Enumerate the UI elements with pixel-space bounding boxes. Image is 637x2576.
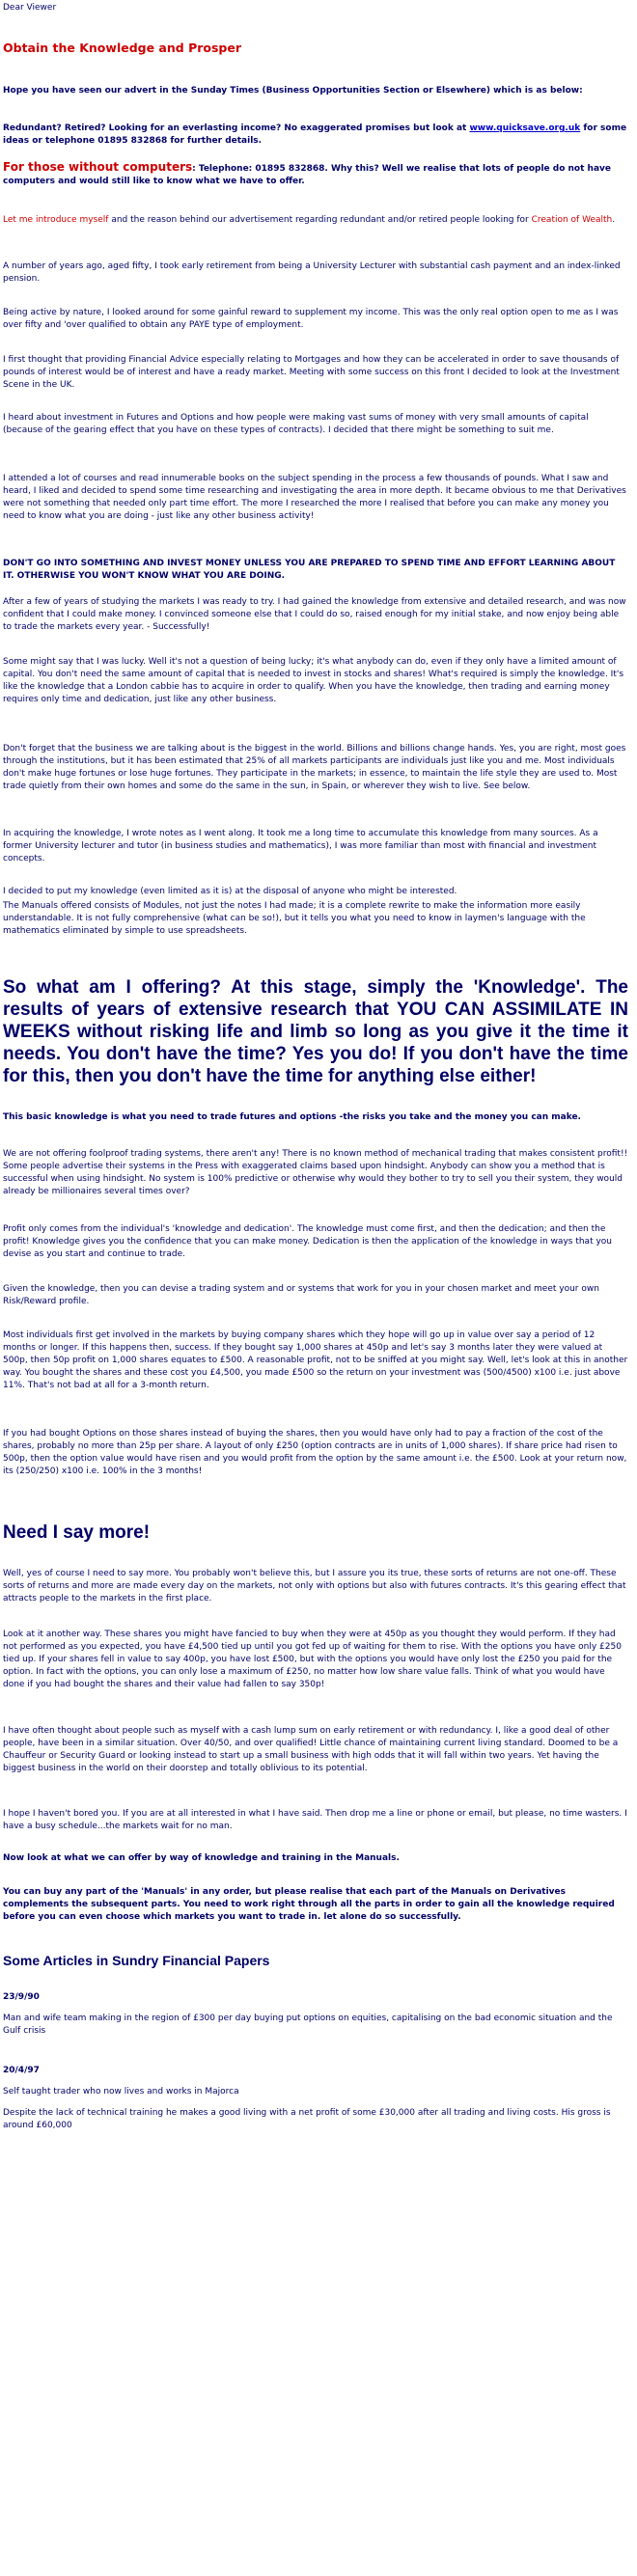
paragraph-given: Given the knowledge, then you can devise a trading system and or systems that work for you in your chosen market and meet your own Risk/Reward profile. [3, 1284, 599, 1306]
greeting: Dear Viewer [3, 3, 57, 13]
paragraph-active: Being active by nature, I looked around for some gainful reward to supplement my income. This was the only real option open to me as I was over fifty and 'over qualified to obtain any PAYE type of employment. [3, 308, 619, 330]
paragraph-not-offering: We are not offering foolproof trading systems, there aren't any! There is no known method of mechanical trading that makes consistent profit!! Some people advertise their systems in the Press with exaggerated claims based upon hindsight. Anybody can show you a method that is successful when using hindsight. No system is 100% predictive or otherwise why would they bother to try to sell you their system, they would already be millionaires several times over? [3, 1149, 628, 1196]
paragraph-basic: This basic knowledge is what you need to trade futures and options -the risks you take and the money you can make. [3, 1112, 581, 1122]
paragraph-first-thought: I first thought that providing Financial Advice especially relating to Mortgages and how they can be accelerated in order to save thousands of pounds of interest would be of interest and have a ready market. Meeting with some success on this front I decided to look at the Investment Scene in the UK. [3, 355, 620, 390]
website-link[interactable]: www.quicksave.org.uk [469, 123, 581, 133]
need-more-heading: Need I say more! [3, 1522, 151, 1543]
advert-paragraph: Redundant? Retired? Looking for an everlasting income? No exaggerated promises but look at www.quicksave.org.uk for some ideas or telephone 01895 832868 for further details. [3, 123, 627, 146]
paragraph-often: I have often thought about people such as myself with a cash lump sum on early retirement or with redundancy. I, like a good deal of other people, have been in a similar situation. Over 40/50, and over qualified! Little chance of maintaining current living standard. Doomed to be a Chauffeur or Security Guard or looking instead to start up a small business with high odds that it will fall within two years. Yet having the biggest business in the world on their doorstep and totally oblivious to its potential. [3, 1726, 619, 1773]
introduce-paragraph: Let me introduce myself and the reason behind our advertisement regarding redundant and/or retired people looking for Creation of Wealth. [3, 215, 616, 225]
paragraph-profit: Profit only comes from the individual's 'knowledge and dedication'. The knowledge must come first, and then the dedication; and then the profit! Knowledge gives you the confidence that you can make money. Dedication is then the application of the knowledge in ways that you devise as you start and continue to trade. [3, 1224, 612, 1259]
non-computer-paragraph: For those without computers: Telephone: 01895 832868. Why this? Well we realise that lots of people do not have computers and would still like to know what we have to offer. [3, 160, 611, 186]
paragraph-decided: I decided to put my knowledge (even limited as it is) at the disposal of anyone who might be interested. [3, 887, 457, 896]
paragraph-most-individuals: Most individuals first get involved in the markets by buying company shares which they hope will go up in value over say a period of 12 months or longer. If this happens then, success. If they bought say 1,000 shares at 450p and let's say 3 months later they were valued at 500p, then 50p profit on 1,000 shares equates to £500. A reasonable profit, not to be sniffed at you might say. Well, let's look at this in another way. You bought the shares and these cost you £4,500, you made £500 so the return on your investment was (500/4500) x100 i.e. just above 11%. That's not bad at all for a 3-month return. [3, 1330, 628, 1390]
paragraph-lucky: Some might say that I was lucky. Well it's not a question of being lucky; it's what anybody can do, even if they only have a limited amount of capital. You don't need the same amount of capital that is needed to invest in stocks and shares! What's required is simply the knowledge. It's like the knowledge that a London cabbie has to acquire in order to qualify. When you have the knowledge, then trading and earning money requires only time and dedication, just like any other business. [3, 657, 624, 704]
warning-paragraph: DON'T GO INTO SOMETHING AND INVEST MONEY UNLESS YOU ARE PREPARED TO SPEND TIME AND EFFORT LEARNING ABOUT IT. OTHERWISE YOU WON'T KNOW WHAT YOU ARE DOING. [3, 559, 616, 581]
paragraph-manuals: The Manuals offered consists of Modules, not just the notes I had made; it is a complete rewrite to make the information more easily understandable. It is not fully comprehensive (what can be so!), but it tells you what you need to know in laymen's language with the mathematics eliminated by simple to use spreadsheets. [3, 901, 586, 936]
article-text: Self taught trader who now lives and works in Majorca [3, 2087, 239, 2096]
article-text: Man and wife team making in the region of £300 per day buying put options on equities, capitalising on the bad economic situation and the Gulf crisis [3, 2014, 613, 2036]
offer-heading: So what am I offering? At this stage, simply the 'Knowledge'. The results of years of extensive research that YOU CAN ASSIMILATE IN WEEKS without risking life and limb so long as you give it the time it needs. You don't have the time? Yes you do! If you don't have the time for this, then you don't have the time for anything else either! [3, 977, 628, 1086]
paragraph-heard: I heard about investment in Futures and Options and how people were making vast sums of money with very small amounts of capital (because of the gearing effect that you have on these types of contracts). I decided that there might be something to suit me. [3, 413, 589, 435]
article-date: 20/4/97 [3, 2066, 40, 2075]
paragraph-biggest-business: Don't forget that the business we are talking about is the biggest in the world. Billions and billions change hands. Yes, you are right, most goes through the institutions, but it has been estimated that 25% of all markets participants are individuals just like you and me. Most individuals don't make huge fortunes or lose huge fortunes. They participate in the markets; in essence, to maintain the life style they are used to. Most trade quietly from their own homes and some do the same in the sun, in Spain, or wherever they wish to live. See below. [3, 744, 626, 791]
paragraph-well-yes: Well, yes of course I need to say more. You probably won't believe this, but I assure you its true, these sorts of returns are not one-off. These sorts of returns and more are made every day on the markets, not only with options but also with futures contracts. It's this gearing effect that attracts people to the markets in the first place. [3, 1569, 626, 1603]
paragraph-attended: I attended a lot of courses and read innumerable books on the subject spending in the process a few thousands of pounds. What I saw and heard, I liked and decided to spend some time researching and investigating the area in more depth. It became obvious to me that Derivatives were not something that needed only part time effort. The more I researched the more I realised that before you can make any money you need to know what you are doing - just like any other business activity! [3, 474, 626, 521]
paragraph-years-ago: A number of years ago, aged fifty, I took early retirement from being a University Lecturer with substantial cash payment and an index-linked pension. [3, 261, 621, 284]
paragraph-options: If you had bought Options on those shares instead of buying the shares, then you would have only had to pay a fraction of the cost of the shares, probably no more than 25p per share. A layout of only £250 (option contracts are in units of 1,000 shares). If share price had risen to 500p, then the option value would have risen and you would profit from the option by the same amount i.e. the £500. Look at your return now, its (250/250) x100 i.e. 100% in the 3 months! [3, 1429, 627, 1476]
articles-heading: Some Articles in Sundry Financial Papers [3, 1953, 270, 1968]
paragraph-acquiring: In acquiring the knowledge, I wrote notes as I went along. It took me a long time to accumulate this knowledge from many sources. As a former University lecturer and tutor (in business studies and mathematics), I was more familiar than most with financial and investment concepts. [3, 829, 598, 863]
article-text: Despite the lack of technical training he makes a good living with a net profit of some £30,000 after all trading and living costs. His gross is around £60,000 [3, 2108, 611, 2130]
page-title: Obtain the Knowledge and Prosper [3, 41, 242, 55]
paragraph-after: After a few of years of studying the markets I was ready to try. I had gained the knowledge from extensive and detailed research, and was now confident that I could make money. I convinced someone else that I could do so, raised enough for my initial stake, and now enjoy being able to trade the markets every year. - Successfully! [3, 597, 626, 632]
article-date: 23/9/90 [3, 1992, 40, 2002]
intro-paragraph: Hope you have seen our advert in the Sunday Times (Business Opportunities Section or Elsewhere) which is as below: [3, 86, 583, 96]
paragraph-buy-manuals: You can buy any part of the 'Manuals' in any order, but please realise that each part of the Manuals on Derivatives complements the subsequent parts. You need to work right through all the parts in order to gain all the knowledge required before you can even choose which markets you want to trade in. let alone do so successfully. [3, 1887, 615, 1922]
paragraph-now-look: Now look at what we can offer by way of knowledge and training in the Manuals. [3, 1853, 400, 1863]
paragraph-look-at: Look at it another way. These shares you might have fancied to buy when they were at 450p as you thought they would perform. If they had not performed as you expected, you have £4,500 tied up until you got fed up of waiting for them to rise. With the options you have only £250 tied up. If your shares fell in value to say 400p, you have lost £500, but with the options you would have only lost the £250 you paid for the option. In fact with the options, you can only lose a maximum of £250, no matter how low share value falls. Think of what you would have done if you had bought the shares and their value had fallen to say 350p! [3, 1630, 622, 1689]
non-computer-heading: For those without computers [3, 160, 193, 174]
paragraph-hope: I hope I haven't bored you. If you are at all interested in what I have said. Then drop me a line or phone or email, but please, no time wasters. I have a busy schedule...the markets wait for no man. [3, 1809, 627, 1831]
